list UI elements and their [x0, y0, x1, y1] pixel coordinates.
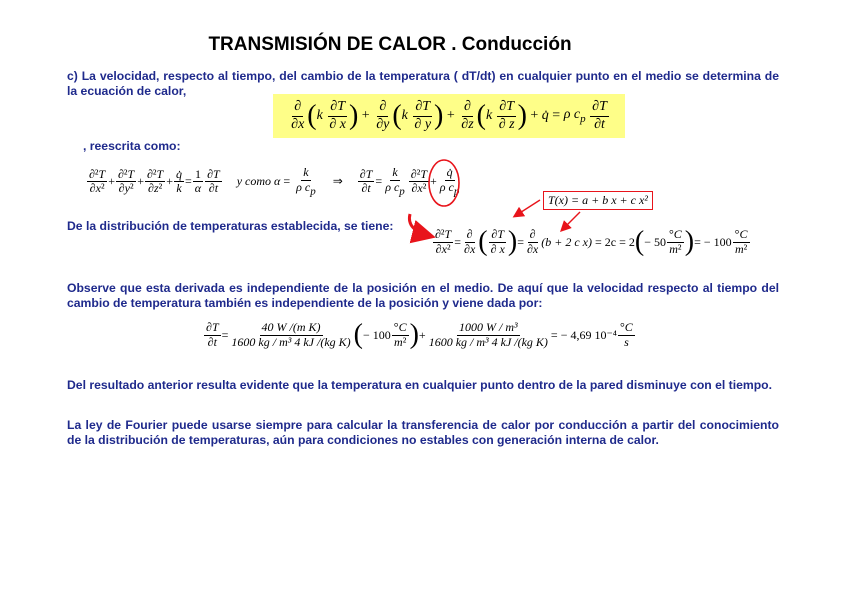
y-como-label: y como [236, 174, 272, 189]
rewritten-label: , reescrita como: [83, 139, 181, 153]
temperature-distribution-box: T(x) = a + b x + c x² [543, 191, 653, 210]
paragraph-independence: Observe que esta derivada es independiente de la posición en el medio. De aquí que la velocidad respecto al tiempo del cambio de temperatura también es independiente de la posición y viene dada por: [67, 281, 779, 310]
paragraph-heat-equation-intro: c) La velocidad, respecto al tiempo, del cambio de la temperatura ( dT/dt) en cualquier punto en el medio se determina de la ecuación de calor, [67, 69, 779, 98]
heat-equation: $\frac{\partial}{\partial x}$ ( k $\frac{\partial T}{\partial x}$ ) + $\frac{\partial}{\partial y}$ ( k $\frac{\partial T}{\partial y}$ ) + $\frac{\partial}{\partial z}$ ( k $\frac{\partial T}{\partial z}$ ) + q̇ = ρ $c_p$ $\frac{\partial T}{\partial t}$ [273, 94, 625, 138]
paragraph-result: Del resultado anterior resulta evidente que la temperatura en cualquier punto dentro de la pared disminuye con el tiempo. [67, 378, 773, 392]
second-derivative-equation: $\frac{\text{∂²T}}{\text{∂x²}}$ = $\frac{\partial}{\partial x}$ ( $\frac{\partial T}{\partial x}$ ) = $\frac{\partial}{\partial x}$ (b + 2 c x) = 2c = 2 ( − 50 $\frac{^\circ C}{\text{m²}}$ ) = − 100 $\frac{^\circ C}{\text{m²}}$ [435, 226, 748, 258]
rewritten-equation: $\frac{\text{∂²T}}{\text{∂x²}}$ + $\frac{\text{∂²T}}{\text{∂y²}}$ + $\frac{\text{∂²T}}{\text{∂z²}}$ + $\frac{q̇}{k}$ = $\frac{1}{\alpha}$ $\frac{\partial T}{\partial t}$ y como α = $\frac{k}{\rho c_p}$ ⇒ $\frac{\partial T}{\partial t}$ = $\frac{k}{\rho c_p}$ $\frac{\text{∂²T}}{\text{∂x²}}$ + $\frac{q̇}{\rho c_p}$ [89, 165, 460, 198]
paragraph-fourier: La ley de Fourier puede usarse siempre para calcular la transferencia de calor por conducción a partir del conocimiento de la distribución de temperaturas, aún para condiciones no estables con generación interna de calor. [67, 418, 779, 447]
rate-equation: $\frac{\partial T}{\partial t}$ = $\frac{\text{40 W /(m K)}}{\text{1600 kg / m³ 4 kJ /(kg K)}}$ ( − 100 $\frac{^\circ C}{\text{m²}}$ ) + $\frac{\text{1000 W / m³}}{\text{1600 kg / m³ 4 kJ /(kg K)}}$ = − 4,69 10⁻⁴ $\frac{^\circ C}{s}$ [206, 319, 633, 351]
page-title: TRANSMISIÓN DE CALOR . Conducción [208, 34, 572, 55]
distribution-label: De la distribución de temperaturas establecida, se tiene: [67, 219, 394, 233]
